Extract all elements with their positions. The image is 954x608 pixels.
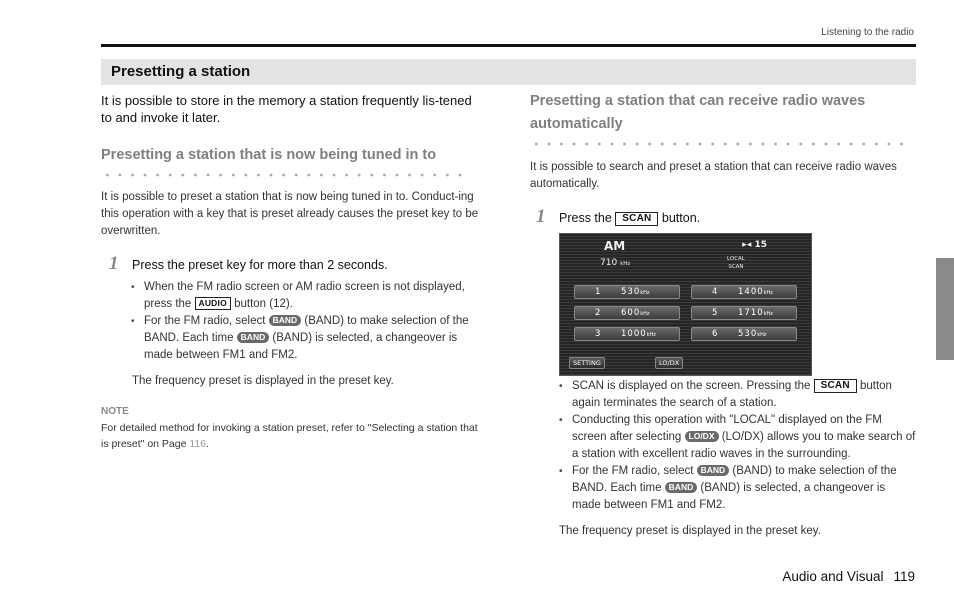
right-bullet-list	[559, 378, 916, 514]
preset-button-1[interactable]: 1 530kHz	[574, 285, 680, 299]
list-item: • For the FM radio, select BAND (BAND) to make selection of the BAND. Each time BAND (BAND) is selected, a changeover is made between FM1 and FM2.	[131, 313, 486, 364]
preset-icon: ▸◂	[742, 240, 755, 250]
chapter-tab	[936, 258, 954, 360]
frequency-readout: 710 kHz	[600, 258, 631, 268]
running-header: Listening to the radio	[821, 27, 914, 38]
left-result: The frequency preset is displayed in the preset key.	[132, 375, 394, 387]
list-item: • Conducting this operation with "LOCAL" displayed on the FM screen after selecting LO/DX (LO/DX) allows you to make search of a station with excellent radio waves in the surrounding.	[559, 412, 916, 463]
preset-button-5[interactable]: 5 1710kHz	[691, 306, 797, 320]
local-scan-indicator: LOCAL SCAN	[727, 256, 745, 270]
right-body: It is possible to search and preset a station that can receive radio waves automatically.	[530, 161, 897, 190]
preset-button-6[interactable]: 6 530kHz	[691, 327, 797, 341]
preset-button-3[interactable]: 3 1000kHz	[574, 327, 680, 341]
scan-key: SCAN	[814, 379, 857, 393]
band-key: BAND	[697, 465, 730, 476]
band-label: AM	[604, 239, 626, 253]
list-item: • SCAN is displayed on the screen. Pressing the SCAN button again terminates the search of a station.	[559, 378, 916, 412]
lodx-button[interactable]: LO/DX	[655, 357, 683, 369]
note-text: For detailed method for invoking a station preset, refer to "Selecting a station that is preset" on Page 116.	[101, 422, 478, 450]
preset-indicator: ▸◂ 15	[742, 240, 767, 250]
left-heading: Presetting a station that is now being tuned in to	[101, 147, 437, 163]
right-step-number: 1	[536, 206, 546, 227]
preset-button-2[interactable]: 2 600kHz	[574, 306, 680, 320]
section-title: Presetting a station	[111, 63, 251, 80]
intro-paragraph: It is possible to store in the memory a station frequently lis-tened to and invoke it later.	[101, 93, 472, 125]
left-dotted-rule	[101, 172, 466, 178]
lodx-key: LO/DX	[685, 431, 719, 442]
right-heading: Presetting a station that can receive radio waves automatically	[530, 93, 866, 132]
band-key: BAND	[237, 332, 270, 343]
page-number: 119	[893, 569, 915, 584]
page-link[interactable]: 116	[189, 438, 207, 450]
header-rule	[101, 44, 916, 47]
note-label: NOTE	[101, 406, 129, 417]
right-result: The frequency preset is displayed in the preset key.	[559, 525, 821, 537]
preset-button-4[interactable]: 4 1400kHz	[691, 285, 797, 299]
list-item: • When the FM radio screen or AM radio screen is not displayed, press the AUDIO button (12).	[131, 279, 486, 313]
right-step-text: Press the SCAN button.	[559, 211, 701, 225]
left-step-text: Press the preset key for more than 2 seconds.	[132, 258, 388, 272]
left-step-number: 1	[109, 253, 119, 274]
audio-key: AUDIO	[195, 297, 231, 310]
radio-screen-image	[559, 233, 812, 376]
right-dotted-rule	[530, 141, 910, 147]
footer-section: Audio and Visual	[782, 569, 884, 584]
left-body: It is possible to preset a station that is now being tuned in to. Conduct-ing this operation with a key that is preset already causes the preset key to be overwritten.	[101, 191, 479, 237]
band-key: BAND	[665, 482, 698, 493]
setting-button[interactable]: SETTING	[569, 357, 605, 369]
list-item: • For the FM radio, select BAND (BAND) to make selection of the BAND. Each time BAND (BAND) is selected, a changeover is made between FM1 and FM2.	[559, 463, 916, 514]
page-footer	[782, 569, 915, 584]
scan-key: SCAN	[615, 212, 658, 226]
left-bullet-list	[131, 279, 486, 364]
band-key: BAND	[269, 315, 302, 326]
